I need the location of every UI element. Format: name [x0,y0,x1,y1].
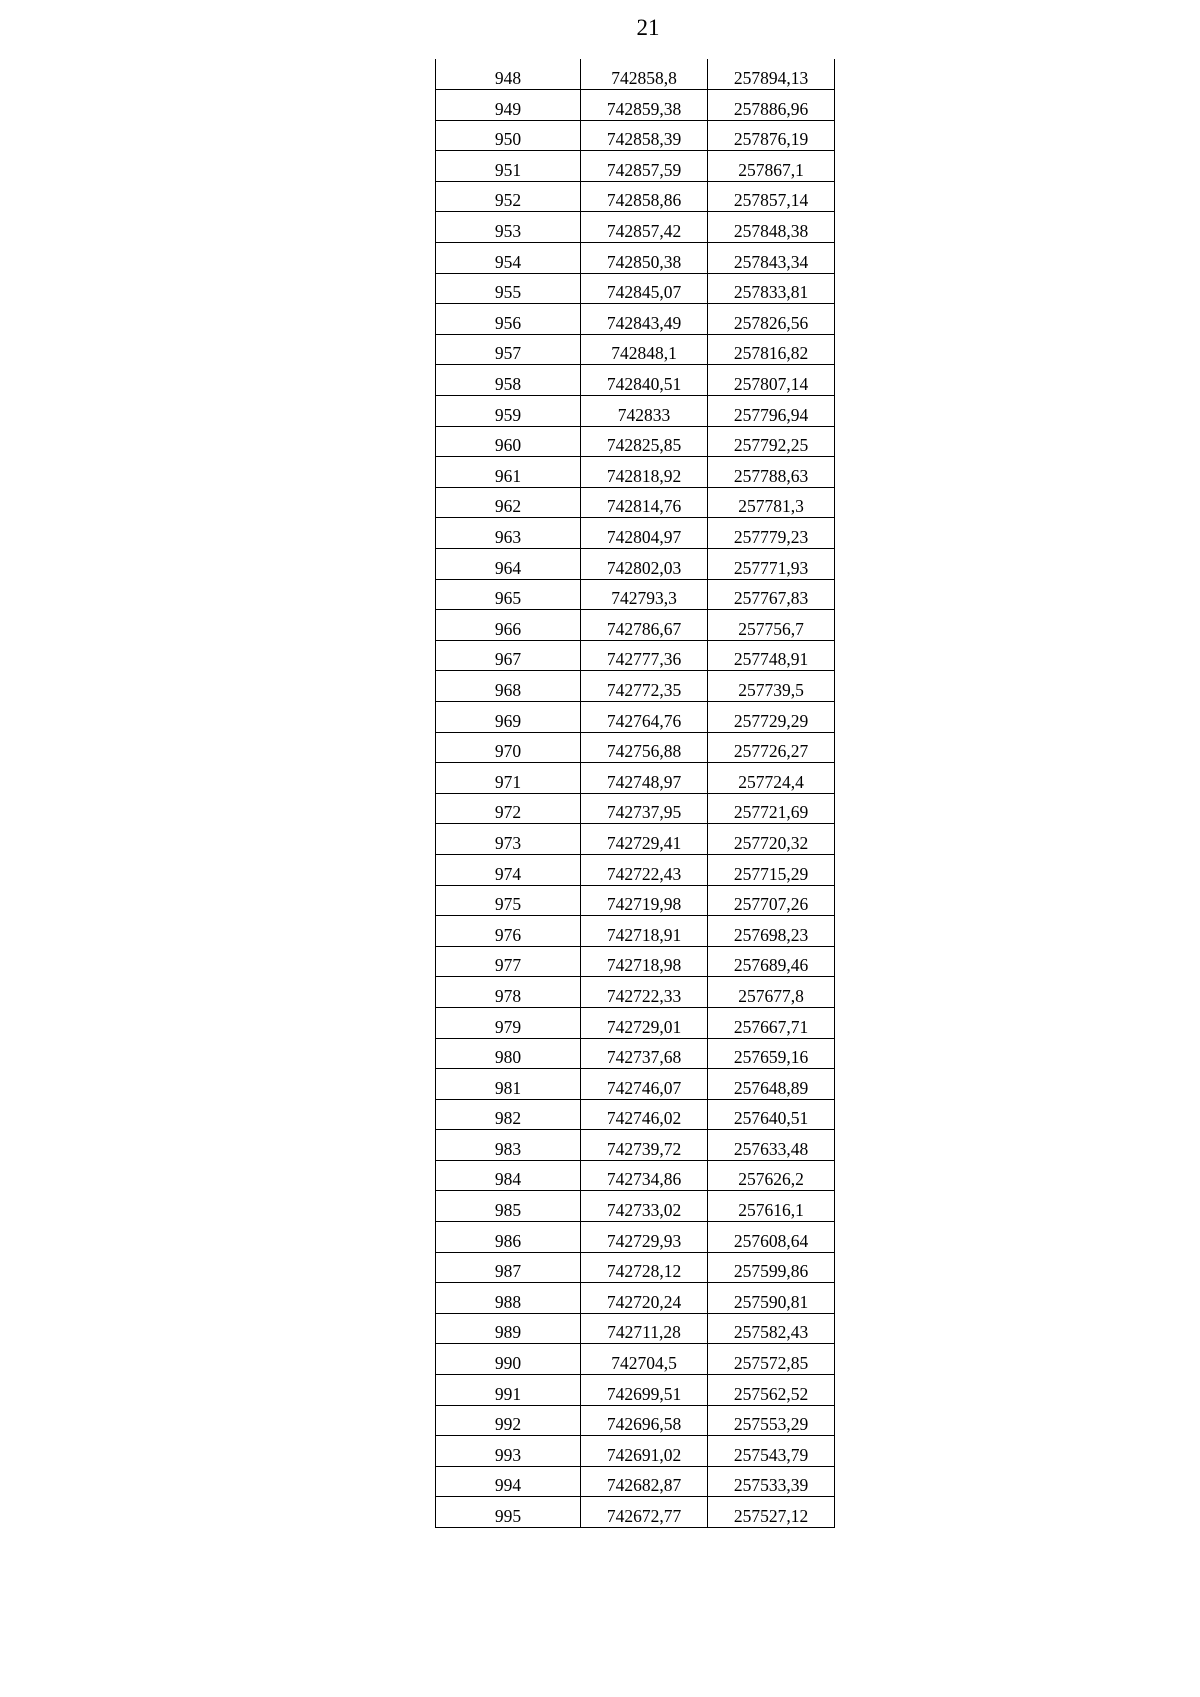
y-coordinate-cell: 257715,29 [708,854,835,885]
y-coordinate-cell: 257698,23 [708,916,835,947]
table-row [436,1038,835,1069]
point-number-cell: 967 [436,640,581,671]
table-row [436,1252,835,1283]
x-coordinate-cell: 742748,97 [581,763,708,794]
y-coordinate-cell: 257748,91 [708,640,835,671]
x-coordinate-cell: 742734,86 [581,1160,708,1191]
y-coordinate-cell: 257599,86 [708,1252,835,1283]
y-coordinate-cell: 257767,83 [708,579,835,610]
point-number-cell: 952 [436,181,581,212]
x-coordinate-cell: 742718,91 [581,916,708,947]
y-coordinate-cell: 257553,29 [708,1405,835,1436]
x-coordinate-cell: 742691,02 [581,1436,708,1467]
y-coordinate-cell: 257640,51 [708,1099,835,1130]
table-row [436,732,835,763]
point-number-cell: 985 [436,1191,581,1222]
x-coordinate-cell: 742729,93 [581,1222,708,1253]
y-coordinate-cell: 257616,1 [708,1191,835,1222]
x-coordinate-cell: 742737,95 [581,793,708,824]
x-coordinate-cell: 742718,98 [581,946,708,977]
table-row [436,426,835,457]
x-coordinate-cell: 742737,68 [581,1038,708,1069]
x-coordinate-cell: 742833 [581,396,708,427]
y-coordinate-cell: 257756,7 [708,610,835,641]
table-row [436,243,835,274]
x-coordinate-cell: 742728,12 [581,1252,708,1283]
table-row [436,1466,835,1497]
y-coordinate-cell: 257726,27 [708,732,835,763]
y-coordinate-cell: 257729,29 [708,701,835,732]
table-row [436,1160,835,1191]
x-coordinate-cell: 742859,38 [581,90,708,121]
point-number-cell: 948 [436,59,581,90]
point-number-cell: 983 [436,1130,581,1161]
table-row [436,1405,835,1436]
x-coordinate-cell: 742733,02 [581,1191,708,1222]
table-row [436,59,835,90]
point-number-cell: 975 [436,885,581,916]
table-row [436,916,835,947]
x-coordinate-cell: 742711,28 [581,1313,708,1344]
table-row [436,273,835,304]
y-coordinate-cell: 257724,4 [708,763,835,794]
y-coordinate-cell: 257543,79 [708,1436,835,1467]
point-number-cell: 950 [436,120,581,151]
x-coordinate-cell: 742772,35 [581,671,708,702]
y-coordinate-cell: 257633,48 [708,1130,835,1161]
point-number-cell: 966 [436,610,581,641]
x-coordinate-cell: 742729,41 [581,824,708,855]
point-number-cell: 980 [436,1038,581,1069]
x-coordinate-cell: 742777,36 [581,640,708,671]
x-coordinate-cell: 742720,24 [581,1283,708,1314]
y-coordinate-cell: 257894,13 [708,59,835,90]
y-coordinate-cell: 257659,16 [708,1038,835,1069]
coordinates-table [435,59,835,1528]
point-number-cell: 953 [436,212,581,243]
point-number-cell: 955 [436,273,581,304]
point-number-cell: 987 [436,1252,581,1283]
y-coordinate-cell: 257848,38 [708,212,835,243]
y-coordinate-cell: 257857,14 [708,181,835,212]
table-row [436,365,835,396]
y-coordinate-cell: 257807,14 [708,365,835,396]
point-number-cell: 986 [436,1222,581,1253]
point-number-cell: 974 [436,854,581,885]
table-row [436,763,835,794]
point-number-cell: 994 [436,1466,581,1497]
table-row [436,1497,835,1528]
table-row [436,151,835,182]
x-coordinate-cell: 742699,51 [581,1375,708,1406]
table-row [436,457,835,488]
y-coordinate-cell: 257590,81 [708,1283,835,1314]
point-number-cell: 951 [436,151,581,182]
table-row [436,1007,835,1038]
point-number-cell: 971 [436,763,581,794]
x-coordinate-cell: 742857,42 [581,212,708,243]
x-coordinate-cell: 742746,07 [581,1069,708,1100]
y-coordinate-cell: 257689,46 [708,946,835,977]
point-number-cell: 977 [436,946,581,977]
x-coordinate-cell: 742764,76 [581,701,708,732]
x-coordinate-cell: 742857,59 [581,151,708,182]
x-coordinate-cell: 742682,87 [581,1466,708,1497]
point-number-cell: 968 [436,671,581,702]
point-number-cell: 979 [436,1007,581,1038]
y-coordinate-cell: 257720,32 [708,824,835,855]
x-coordinate-cell: 742746,02 [581,1099,708,1130]
point-number-cell: 956 [436,304,581,335]
y-coordinate-cell: 257572,85 [708,1344,835,1375]
x-coordinate-cell: 742696,58 [581,1405,708,1436]
table-row [436,1283,835,1314]
x-coordinate-cell: 742719,98 [581,885,708,916]
x-coordinate-cell: 742840,51 [581,365,708,396]
y-coordinate-cell: 257721,69 [708,793,835,824]
table-row [436,824,835,855]
x-coordinate-cell: 742672,77 [581,1497,708,1528]
y-coordinate-cell: 257876,19 [708,120,835,151]
y-coordinate-cell: 257707,26 [708,885,835,916]
x-coordinate-cell: 742843,49 [581,304,708,335]
table-row [436,487,835,518]
y-coordinate-cell: 257826,56 [708,304,835,335]
table-row [436,1375,835,1406]
y-coordinate-cell: 257527,12 [708,1497,835,1528]
table-row [436,334,835,365]
y-coordinate-cell: 257816,82 [708,334,835,365]
y-coordinate-cell: 257739,5 [708,671,835,702]
x-coordinate-cell: 742858,86 [581,181,708,212]
x-coordinate-cell: 742786,67 [581,610,708,641]
point-number-cell: 988 [436,1283,581,1314]
x-coordinate-cell: 742704,5 [581,1344,708,1375]
y-coordinate-cell: 257886,96 [708,90,835,121]
table-row [436,1130,835,1161]
x-coordinate-cell: 742739,72 [581,1130,708,1161]
point-number-cell: 976 [436,916,581,947]
coordinates-table-container [435,59,834,1528]
point-number-cell: 962 [436,487,581,518]
y-coordinate-cell: 257667,71 [708,1007,835,1038]
x-coordinate-cell: 742802,03 [581,549,708,580]
table-row [436,396,835,427]
table-row [436,1344,835,1375]
x-coordinate-cell: 742814,76 [581,487,708,518]
y-coordinate-cell: 257796,94 [708,396,835,427]
point-number-cell: 969 [436,701,581,732]
point-number-cell: 989 [436,1313,581,1344]
y-coordinate-cell: 257582,43 [708,1313,835,1344]
point-number-cell: 954 [436,243,581,274]
point-number-cell: 995 [436,1497,581,1528]
x-coordinate-cell: 742818,92 [581,457,708,488]
x-coordinate-cell: 742722,43 [581,854,708,885]
page-number: 21 [636,15,660,40]
y-coordinate-cell: 257867,1 [708,151,835,182]
x-coordinate-cell: 742845,07 [581,273,708,304]
y-coordinate-cell: 257779,23 [708,518,835,549]
point-number-cell: 949 [436,90,581,121]
y-coordinate-cell: 257771,93 [708,549,835,580]
point-number-cell: 992 [436,1405,581,1436]
x-coordinate-cell: 742729,01 [581,1007,708,1038]
table-row [436,1222,835,1253]
x-coordinate-cell: 742825,85 [581,426,708,457]
table-row [436,1313,835,1344]
table-row [436,181,835,212]
table-row [436,518,835,549]
table-row [436,640,835,671]
point-number-cell: 960 [436,426,581,457]
table-row [436,671,835,702]
table-row [436,1099,835,1130]
y-coordinate-cell: 257608,64 [708,1222,835,1253]
point-number-cell: 958 [436,365,581,396]
x-coordinate-cell: 742858,39 [581,120,708,151]
table-row [436,793,835,824]
table-row [436,212,835,243]
point-number-cell: 993 [436,1436,581,1467]
x-coordinate-cell: 742804,97 [581,518,708,549]
table-row [436,304,835,335]
point-number-cell: 984 [436,1160,581,1191]
table-row [436,579,835,610]
point-number-cell: 973 [436,824,581,855]
table-row [436,946,835,977]
point-number-cell: 963 [436,518,581,549]
point-number-cell: 978 [436,977,581,1008]
point-number-cell: 961 [436,457,581,488]
table-row [436,701,835,732]
y-coordinate-cell: 257843,34 [708,243,835,274]
table-row [436,1436,835,1467]
table-row [436,977,835,1008]
y-coordinate-cell: 257833,81 [708,273,835,304]
table-row [436,120,835,151]
y-coordinate-cell: 257562,52 [708,1375,835,1406]
point-number-cell: 957 [436,334,581,365]
table-row [436,1069,835,1100]
x-coordinate-cell: 742756,88 [581,732,708,763]
point-number-cell: 965 [436,579,581,610]
table-row [436,885,835,916]
y-coordinate-cell: 257781,3 [708,487,835,518]
point-number-cell: 981 [436,1069,581,1100]
y-coordinate-cell: 257792,25 [708,426,835,457]
point-number-cell: 970 [436,732,581,763]
x-coordinate-cell: 742850,38 [581,243,708,274]
y-coordinate-cell: 257648,89 [708,1069,835,1100]
point-number-cell: 964 [436,549,581,580]
y-coordinate-cell: 257788,63 [708,457,835,488]
table-row [436,854,835,885]
y-coordinate-cell: 257626,2 [708,1160,835,1191]
point-number-cell: 982 [436,1099,581,1130]
x-coordinate-cell: 742858,8 [581,59,708,90]
point-number-cell: 972 [436,793,581,824]
coordinates-table-body [436,59,835,1528]
x-coordinate-cell: 742848,1 [581,334,708,365]
x-coordinate-cell: 742793,3 [581,579,708,610]
point-number-cell: 991 [436,1375,581,1406]
y-coordinate-cell: 257533,39 [708,1466,835,1497]
point-number-cell: 959 [436,396,581,427]
table-row [436,610,835,641]
table-row [436,549,835,580]
point-number-cell: 990 [436,1344,581,1375]
x-coordinate-cell: 742722,33 [581,977,708,1008]
table-row [436,1191,835,1222]
y-coordinate-cell: 257677,8 [708,977,835,1008]
table-row [436,90,835,121]
